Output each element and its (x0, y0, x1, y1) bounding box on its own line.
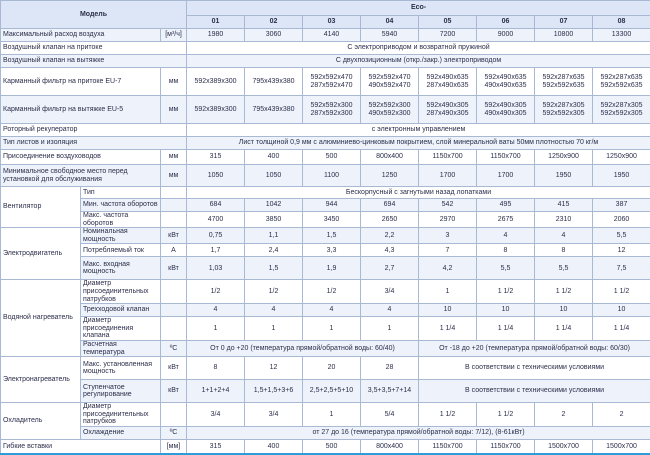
recuperator-label: Роторный рекуператор (1, 124, 187, 137)
row-flexible-inserts (1, 440, 650, 454)
supply-filter-value: 592x287x635 592x592x635 (593, 68, 650, 96)
duct-connection-value: 315 (187, 150, 245, 165)
exhaust-filter-value: 592x389x300 (187, 96, 245, 124)
sheet-type-label: Тип листов и изоляция (1, 137, 187, 150)
flexible-inserts-unit: [мм] (161, 440, 187, 454)
electric-heater-group-label: Электронагреватель (1, 357, 81, 403)
fan-max-speed-value: 3850 (245, 212, 303, 228)
max-air-flow-value: 1980 (187, 29, 245, 42)
exhaust-filter-unit: мм (161, 96, 187, 124)
max-air-flow-label: Максимальный расход воздуха (1, 29, 161, 42)
fan-max-speed-unit (161, 212, 187, 228)
row-fan-max-speed (1, 212, 650, 228)
service-space-value: 1100 (303, 165, 361, 187)
max-air-flow-value: 9000 (477, 29, 535, 42)
cooler-pipe-diameter-value: 3/4 (187, 403, 245, 427)
motor-group-label: Электродвигатель (1, 228, 81, 280)
max-air-flow-value: 4140 (303, 29, 361, 42)
water-heater-pipe-diameter-value: 1/2 (245, 280, 303, 304)
flexible-inserts-value: 1500x700 (535, 440, 593, 454)
duct-connection-value: 1250x900 (535, 150, 593, 165)
valve-diameter-label: Диаметр присоединения клапана (81, 317, 161, 341)
fan-min-speed-value: 387 (593, 199, 650, 212)
supply-filter-label: Карманный фильтр на притоке EU-7 (1, 68, 161, 96)
supply-filter-value: 592x287x635 592x592x635 (535, 68, 593, 96)
motor-nominal-power-unit: кВт (161, 228, 187, 244)
duct-connection-label: Присоединение воздуховодов (1, 150, 161, 165)
three-way-valve-label: Трехходовой клапан (81, 304, 161, 317)
motor-nominal-power-value: 4 (477, 228, 535, 244)
electric-heater-step-control-value: 1,5+1,5+3+6 (245, 380, 303, 403)
electric-heater-step-control-value: 2,5+2,5+5+10 (303, 380, 361, 403)
row-exhaust-filter (1, 96, 650, 124)
exhaust-filter-value: 592x490x305 490x490x305 (477, 96, 535, 124)
motor-nominal-power-label: Номинальная мощность (81, 228, 161, 244)
row-service-space (1, 165, 650, 187)
model-04: 04 (361, 16, 419, 29)
service-space-value: 1950 (535, 165, 593, 187)
three-way-valve-value: 10 (419, 304, 477, 317)
duct-connection-value: 500 (303, 150, 361, 165)
cooler-pipe-diameter-unit (161, 403, 187, 427)
motor-current-value: 4,3 (361, 244, 419, 257)
valve-diameter-unit (161, 317, 187, 341)
electric-heater-max-power-value: 8 (187, 357, 245, 380)
motor-max-input-power-value: 5,5 (535, 257, 593, 280)
model-05: 05 (419, 16, 477, 29)
electric-heater-max-power-value: 28 (361, 357, 419, 380)
row-electric-heater-step-control (1, 380, 650, 403)
motor-current-value: 2,4 (245, 244, 303, 257)
filter-size: 592x389x300 (194, 78, 236, 85)
row-max-air-flow (1, 29, 650, 42)
motor-max-input-power-value: 4,2 (419, 257, 477, 280)
row-duct-connection (1, 150, 650, 165)
water-heater-temperature-unit: ºC (161, 340, 187, 356)
exhaust-filter-value: 592x490x305 287x490x305 (419, 96, 477, 124)
motor-current-unit: А (161, 244, 187, 257)
cooler-pipe-diameter-label: Диаметр присоединительных патрубков (81, 403, 161, 427)
model-03: 03 (303, 16, 361, 29)
series-label: Eco- (187, 1, 650, 16)
fan-max-speed-value: 2675 (477, 212, 535, 228)
supply-filter-value: 592x592x470 287x592x470 (303, 68, 361, 96)
row-electric-heater-max-power (1, 357, 650, 380)
flexible-inserts-value: 1500x700 (593, 440, 650, 454)
model-01: 01 (187, 16, 245, 29)
supply-filter-value (245, 68, 303, 96)
fan-group-label: Вентилятор (1, 187, 81, 228)
electric-heater-step-control-value: 1+1+2+4 (187, 380, 245, 403)
valve-diameter-value: 1 (361, 317, 419, 341)
valve-diameter-value: 1 1/4 (419, 317, 477, 341)
cooler-cooling-value: от 27 до 16 (температура прямой/обратной воды: 7/12), (8-61кВт) (187, 427, 650, 440)
row-cooler-pipe-diameter (1, 403, 650, 427)
row-supply-valve (1, 42, 650, 55)
exhaust-valve-label: Воздушный клапан на вытяжке (1, 55, 187, 68)
model-08: 08 (593, 16, 650, 29)
electric-heater-step-control-label: Ступенчатое регулирование (81, 380, 161, 403)
three-way-valve-value: 4 (361, 304, 419, 317)
exhaust-filter-value: 592x592x300 490x592x300 (361, 96, 419, 124)
exhaust-filter-value: 592x287x305 592x592x305 (593, 96, 650, 124)
max-air-flow-value: 7200 (419, 29, 477, 42)
flexible-inserts-label: Гибкие вставки (1, 440, 161, 454)
cooler-pipe-diameter-value: 1 (303, 403, 361, 427)
max-air-flow-unit: [м³/ч] (161, 29, 187, 42)
model-02: 02 (245, 16, 303, 29)
sheet-type-value: Лист толщиной 0,9 мм с алюминиево-цинковым покрытием, слой минеральной ваты 50мм плотностью 70 кг/м (187, 137, 650, 150)
motor-current-value: 8 (477, 244, 535, 257)
supply-filter-value: 592x592x470 490x592x470 (361, 68, 419, 96)
row-exhaust-valve (1, 55, 650, 68)
supply-filter-unit: мм (161, 68, 187, 96)
fan-min-speed-unit (161, 199, 187, 212)
valve-diameter-value: 1 1/4 (535, 317, 593, 341)
flexible-inserts-value: 800x400 (361, 440, 419, 454)
motor-max-input-power-value: 1,03 (187, 257, 245, 280)
fan-min-speed-value: 1042 (245, 199, 303, 212)
model-label: Модель (1, 1, 187, 29)
water-heater-pipe-diameter-value: 1 1/2 (477, 280, 535, 304)
water-heater-pipe-diameter-value: 1 1/2 (593, 280, 650, 304)
duct-connection-value: 1250x900 (593, 150, 650, 165)
valve-diameter-value: 1 1/4 (593, 317, 650, 341)
row-water-heater-three-way-valve (1, 304, 650, 317)
duct-connection-value: 400 (245, 150, 303, 165)
supply-filter-value: 592x490x635 287x490x635 (419, 68, 477, 96)
motor-current-label: Потребляемый ток (81, 244, 161, 257)
motor-current-value: 7 (419, 244, 477, 257)
fan-min-speed-value: 944 (303, 199, 361, 212)
supply-valve-label: Воздушный клапан на притоке (1, 42, 187, 55)
water-heater-temperature-label: Расчетная температура (81, 340, 161, 356)
exhaust-filter-value: 592x287x305 592x592x305 (535, 96, 593, 124)
water-heater-temperature-value-right: От -18 до +20 (температура прямой/обратной воды: 60/30) (419, 340, 650, 356)
three-way-valve-value: 4 (187, 304, 245, 317)
duct-connection-value: 800x400 (361, 150, 419, 165)
motor-max-input-power-value: 1,5 (245, 257, 303, 280)
flexible-inserts-value: 1150x700 (477, 440, 535, 454)
exhaust-valve-value: С двухпозиционным (откр./закр.) электроприводом (187, 55, 650, 68)
water-heater-pipe-diameter-unit (161, 280, 187, 304)
motor-max-input-power-value: 5,5 (477, 257, 535, 280)
max-air-flow-value: 13300 (593, 29, 650, 42)
supply-valve-value: С электроприводом и возвратной пружиной (187, 42, 650, 55)
row-motor-nominal-power (1, 228, 650, 244)
motor-current-value: 12 (593, 244, 650, 257)
three-way-valve-value: 10 (593, 304, 650, 317)
cooler-cooling-label: Охлаждение (81, 427, 161, 440)
fan-max-speed-value: 3450 (303, 212, 361, 228)
row-water-heater-temperature (1, 340, 650, 356)
electric-heater-max-power-note: В соответствии с техническими условиями (419, 357, 650, 380)
motor-nominal-power-value: 1,5 (303, 228, 361, 244)
supply-filter-value: 592x490x635 490x490x635 (477, 68, 535, 96)
fan-min-speed-value: 694 (361, 199, 419, 212)
max-air-flow-value: 10800 (535, 29, 593, 42)
valve-diameter-value: 1 1/4 (477, 317, 535, 341)
cooler-pipe-diameter-value: 5/4 (361, 403, 419, 427)
water-heater-pipe-diameter-value: 1/2 (303, 280, 361, 304)
service-space-value: 1700 (477, 165, 535, 187)
electric-heater-step-control-unit: кВт (161, 380, 187, 403)
row-supply-filter (1, 68, 650, 96)
fan-min-speed-value: 415 (535, 199, 593, 212)
valve-diameter-value: 1 (303, 317, 361, 341)
motor-nominal-power-value: 2,2 (361, 228, 419, 244)
motor-max-input-power-value: 1,9 (303, 257, 361, 280)
max-air-flow-value: 3060 (245, 29, 303, 42)
fan-type-unit (161, 187, 187, 199)
row-water-heater-pipe-diameter (1, 280, 650, 304)
model-06: 06 (477, 16, 535, 29)
service-space-value: 1050 (245, 165, 303, 187)
fan-min-speed-value: 542 (419, 199, 477, 212)
electric-heater-step-control-value: 3,5+3,5+7+14 (361, 380, 419, 403)
motor-current-value: 3,3 (303, 244, 361, 257)
fan-max-speed-value: 4700 (187, 212, 245, 228)
header-row-series (1, 1, 650, 16)
valve-diameter-value: 1 (187, 317, 245, 341)
cooler-pipe-diameter-value: 1 1/2 (419, 403, 477, 427)
duct-connection-value: 1150x700 (419, 150, 477, 165)
electric-heater-max-power-value: 12 (245, 357, 303, 380)
fan-type-value: Бескорпусный с загнутыми назад лопатками (187, 187, 650, 199)
service-space-label: Минимальное свободное место перед установкой для обслуживания (1, 165, 161, 187)
duct-connection-value: 1150x700 (477, 150, 535, 165)
row-sheet-type (1, 137, 650, 150)
fan-max-speed-value: 2060 (593, 212, 650, 228)
water-heater-pipe-diameter-value: 1 1/2 (535, 280, 593, 304)
water-heater-group-label: Водяной нагреватель (1, 280, 81, 357)
duct-connection-unit: мм (161, 150, 187, 165)
row-recuperator (1, 124, 650, 137)
service-space-value: 1050 (187, 165, 245, 187)
electric-heater-max-power-unit: кВт (161, 357, 187, 380)
electric-heater-step-control-note: В соответствии с техническими условиями (419, 380, 650, 403)
fan-min-speed-label: Мин. частота оборотов (81, 199, 161, 212)
fan-min-speed-value: 684 (187, 199, 245, 212)
service-space-value: 1700 (419, 165, 477, 187)
water-heater-pipe-diameter-value: 1 (419, 280, 477, 304)
row-cooler-cooling (1, 427, 650, 440)
cooler-group-label: Охладитель (1, 403, 81, 440)
motor-max-input-power-label: Макс. входная мощность (81, 257, 161, 280)
row-water-heater-valve-diameter (1, 317, 650, 341)
three-way-valve-value: 10 (477, 304, 535, 317)
max-air-flow-value: 5940 (361, 29, 419, 42)
fan-max-speed-label: Макс. частота оборотов (81, 212, 161, 228)
water-heater-temperature-value-left: От 0 до +20 (температура прямой/обратной воды: 60/40) (187, 340, 419, 356)
row-motor-max-input-power (1, 257, 650, 280)
three-way-valve-unit (161, 304, 187, 317)
cooler-pipe-diameter-value: 3/4 (245, 403, 303, 427)
fan-max-speed-value: 2650 (361, 212, 419, 228)
motor-nominal-power-value: 3 (419, 228, 477, 244)
exhaust-filter-value: 592x592x300 287x592x300 (303, 96, 361, 124)
motor-current-value: 1,7 (187, 244, 245, 257)
electric-heater-max-power-label: Макс. установленная мощность (81, 357, 161, 380)
motor-max-input-power-unit: кВт (161, 257, 187, 280)
flexible-inserts-value: 315 (187, 440, 245, 454)
motor-nominal-power-value: 5,5 (593, 228, 650, 244)
fan-max-speed-value: 2310 (535, 212, 593, 228)
motor-nominal-power-value: 0,75 (187, 228, 245, 244)
exhaust-filter-label: Карманный фильтр на вытяжке EU-5 (1, 96, 161, 124)
cooler-pipe-diameter-value: 1 1/2 (477, 403, 535, 427)
water-heater-pipe-diameter-value: 1/2 (187, 280, 245, 304)
water-heater-pipe-diameter-label: Диаметр присоединительных патрубков (81, 280, 161, 304)
row-fan-type (1, 187, 650, 199)
motor-nominal-power-value: 1,1 (245, 228, 303, 244)
fan-max-speed-value: 2970 (419, 212, 477, 228)
model-07: 07 (535, 16, 593, 29)
service-space-unit: мм (161, 165, 187, 187)
service-space-value: 1950 (593, 165, 650, 187)
supply-filter-value (187, 68, 245, 96)
row-fan-min-speed (1, 199, 650, 212)
recuperator-value: с электронным управлением (187, 124, 650, 137)
valve-diameter-value: 1 (245, 317, 303, 341)
service-space-value: 1250 (361, 165, 419, 187)
flexible-inserts-value: 1150x700 (419, 440, 477, 454)
water-heater-pipe-diameter-value: 3/4 (361, 280, 419, 304)
exhaust-filter-value: 795x439x380 (245, 96, 303, 124)
cooler-pipe-diameter-value: 2 (593, 403, 650, 427)
three-way-valve-value: 10 (535, 304, 593, 317)
row-motor-current (1, 244, 650, 257)
three-way-valve-value: 4 (245, 304, 303, 317)
flexible-inserts-value: 400 (245, 440, 303, 454)
cooler-pipe-diameter-value: 2 (535, 403, 593, 427)
motor-max-input-power-value: 2,7 (361, 257, 419, 280)
motor-nominal-power-value: 4 (535, 228, 593, 244)
cooler-cooling-unit: ºC (161, 427, 187, 440)
filter-size: 795x439x380 (252, 78, 294, 85)
fan-type-label: Тип (81, 187, 161, 199)
three-way-valve-value: 4 (303, 304, 361, 317)
motor-current-value: 8 (535, 244, 593, 257)
flexible-inserts-value: 500 (303, 440, 361, 454)
fan-min-speed-value: 495 (477, 199, 535, 212)
motor-max-input-power-value: 7,5 (593, 257, 650, 280)
electric-heater-max-power-value: 20 (303, 357, 361, 380)
